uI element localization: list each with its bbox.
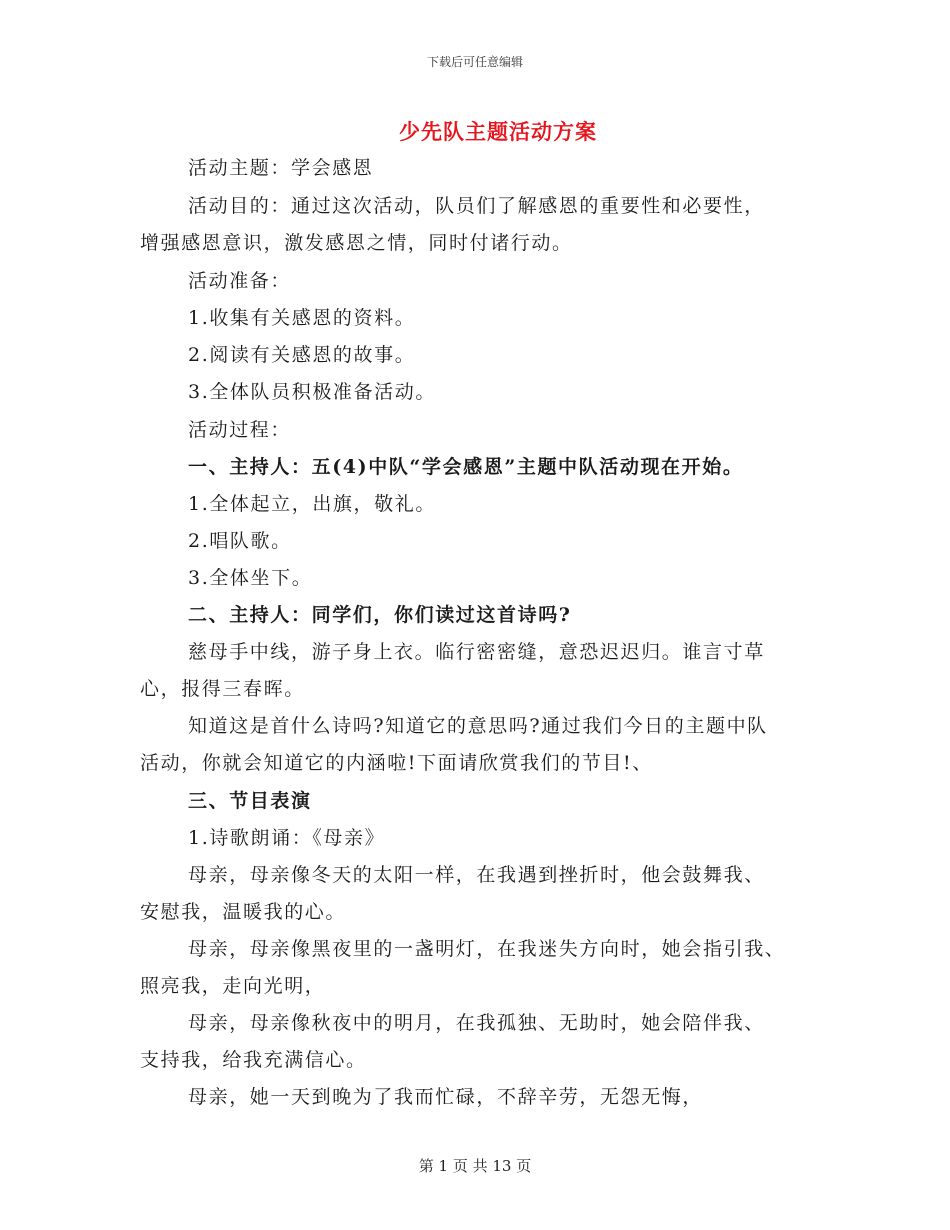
text-line: 活动过程： (188, 419, 292, 441)
section-heading: 二、主持人：同学们，你们读过这首诗吗? (188, 604, 572, 626)
list-item: 1.收集有关感恩的资料。 (188, 307, 416, 329)
list-item: 3.全体队员积极准备活动。 (188, 381, 436, 403)
list-item: 2.唱队歌。 (188, 530, 292, 552)
text-line: 母亲，母亲像黑夜里的一盏明灯，在我迷失方向时，她会指引我、 (188, 938, 786, 960)
text-line: 活动主题：学会感恩 (188, 157, 374, 179)
text-line: 慈母手中线，游子身上衣。临行密密缝，意恐迟迟归。谁言寸草 (188, 641, 765, 663)
list-item: 3.全体坐下。 (188, 567, 313, 589)
text-line: 活动目的：通过这次活动，队员们了解感恩的重要性和必要性， (188, 195, 765, 217)
section-heading: 三、节目表演 (188, 790, 312, 812)
text-line: 增强感恩意识，激发感恩之情，同时付诸行动。 (140, 232, 573, 254)
text-line: 安慰我，温暖我的心。 (140, 901, 347, 923)
text-line: 母亲，母亲像秋夜中的明月，在我孤独、无助时，她会陪伴我、 (188, 1012, 765, 1034)
document-title: 少先队主题活动方案 (399, 119, 597, 144)
list-item: 1.诗歌朗诵：《母亲》 (188, 827, 386, 849)
text-line: 活动准备： (188, 270, 292, 292)
list-item: 1.全体起立，出旗，敬礼。 (188, 493, 436, 515)
section-heading: 一、主持人：五(4)中队“学会感恩”主题中队活动现在开始。 (188, 456, 744, 478)
text-line: 照亮我，走向光明， (140, 975, 326, 997)
text-line: 母亲，母亲像冬天的太阳一样，在我遇到挫折时，他会鼓舞我、 (188, 864, 765, 886)
text-line: 活动，你就会知道它的内涵啦!下面请欣赏我们的节目!、 (140, 752, 653, 774)
text-line: 心，报得三春晖。 (140, 678, 305, 700)
text-line: 母亲，她一天到晚为了我而忙碌，不辞辛劳，无怨无悔， (188, 1086, 704, 1108)
text-line: 知道这是首什么诗吗?知道它的意思吗?通过我们今日的主题中队 (188, 715, 768, 737)
text-line: 支持我，给我充满信心。 (140, 1049, 367, 1071)
list-item: 2.阅读有关感恩的故事。 (188, 344, 416, 366)
page-header-note: 下载后可任意编辑 (426, 55, 523, 69)
page-number: 第 1 页 共 13 页 (418, 1157, 532, 1175)
